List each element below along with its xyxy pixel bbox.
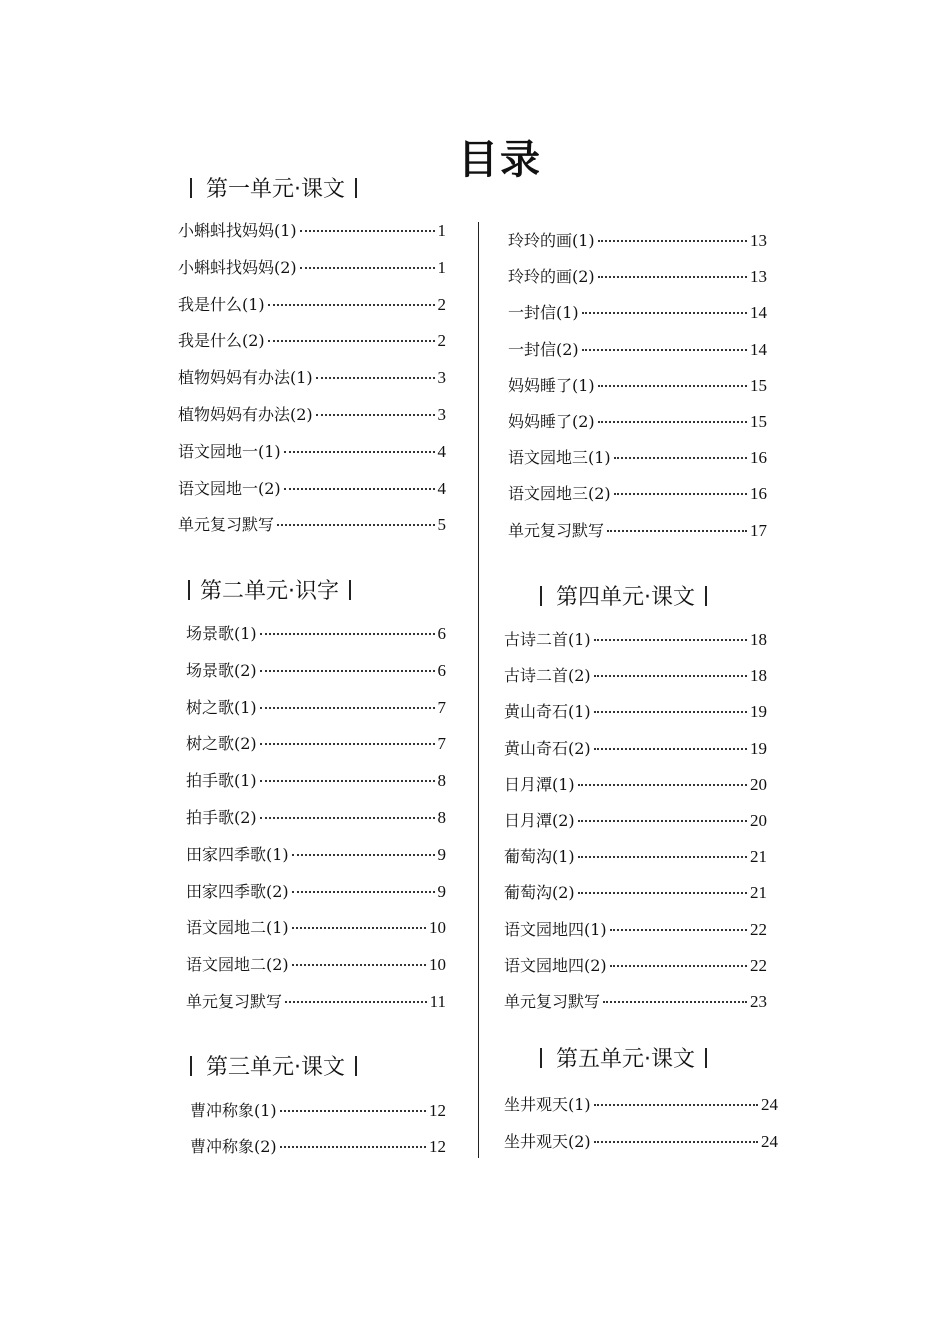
header-bar-right (355, 178, 357, 198)
toc-entry (504, 663, 767, 686)
toc-entry (504, 699, 767, 722)
header-bar-right (705, 586, 707, 606)
dot-leader (285, 1001, 427, 1003)
section-header-unit-2: 第二单元·识字 (178, 574, 361, 605)
entry-title: 黄山奇石(1) (504, 702, 591, 722)
dot-leader (280, 1146, 426, 1148)
header-bar-left (540, 1048, 546, 1068)
dot-leader (594, 639, 747, 641)
entry-page: 22 (750, 919, 767, 939)
entry-page: 9 (437, 844, 446, 864)
entry-page: 12 (429, 1101, 446, 1120)
dot-leader (292, 891, 435, 893)
entry-title: 我是什么(2) (178, 331, 265, 351)
entry-page: 7 (437, 697, 446, 717)
entry-page: 20 (750, 811, 767, 830)
dot-leader (614, 493, 747, 495)
toc-entry (508, 337, 767, 360)
toc-entry (508, 445, 767, 468)
entry-title: 玲玲的画(2) (508, 267, 595, 287)
entry-title: 一封信(1) (508, 303, 579, 323)
toc-entry (186, 658, 446, 681)
entry-page: 8 (437, 771, 446, 791)
entry-title: 小蝌蚪找妈妈(2) (178, 257, 297, 277)
entry-title: 语文园地四(1) (504, 919, 607, 939)
toc-entry (186, 989, 446, 1012)
dot-leader (578, 784, 747, 786)
entry-page: 24 (761, 1095, 778, 1114)
toc-entry (186, 842, 446, 865)
entry-title: 葡萄沟(2) (504, 883, 575, 903)
dot-leader (300, 230, 435, 232)
entry-page: 2 (437, 294, 446, 314)
toc-entry (504, 917, 767, 940)
entry-page: 10 (429, 918, 446, 938)
toc-entry (178, 218, 446, 241)
toc-entry (186, 621, 446, 644)
toc-entry (178, 476, 446, 499)
toc-entry (504, 953, 767, 976)
dot-leader (284, 488, 435, 490)
entry-title: 拍手歌(2) (186, 808, 257, 827)
toc-entry (504, 880, 767, 903)
dot-leader (607, 530, 747, 532)
dot-leader (300, 267, 435, 269)
dot-leader (268, 340, 435, 342)
toc-entry (508, 300, 767, 323)
toc-entry (178, 292, 446, 315)
entry-page: 5 (437, 515, 446, 535)
toc-entry (504, 844, 767, 867)
entry-page: 4 (437, 441, 446, 461)
dot-leader (316, 377, 435, 379)
entry-title: 日月潭(1) (504, 774, 575, 794)
toc-entry (186, 879, 446, 902)
toc-entry (504, 627, 767, 650)
entry-page: 3 (437, 368, 446, 388)
entry-page: 1 (437, 221, 446, 240)
dot-leader (598, 240, 747, 242)
entry-title: 曹冲称象(1) (190, 1101, 277, 1120)
entry-page: 2 (437, 331, 446, 351)
entry-title: 植物妈妈有办法(1) (178, 368, 313, 388)
dot-leader (260, 633, 435, 635)
dot-leader (260, 817, 435, 819)
entry-page: 21 (750, 883, 767, 903)
entry-title: 场景歌(1) (186, 624, 257, 643)
entry-page: 8 (437, 808, 446, 827)
dot-leader (594, 711, 747, 713)
dot-leader (610, 929, 747, 931)
dot-leader (292, 964, 426, 966)
toc-entry (186, 805, 446, 828)
dot-leader (614, 457, 747, 459)
dot-leader (582, 349, 747, 351)
dot-leader (598, 385, 747, 387)
dot-leader (260, 670, 435, 672)
header-bar-left (190, 178, 196, 198)
dot-leader (610, 965, 747, 967)
toc-entry (504, 808, 767, 831)
toc-entry (508, 518, 767, 541)
entry-title: 玲玲的画(1) (508, 231, 595, 250)
toc-entry (178, 402, 446, 425)
entry-page: 13 (750, 231, 767, 250)
entry-title: 植物妈妈有办法(2) (178, 405, 313, 424)
toc-entry (504, 1092, 778, 1115)
entry-page: 19 (750, 702, 767, 722)
dot-leader (582, 312, 747, 314)
entry-page: 23 (750, 992, 767, 1011)
toc-entry (190, 1098, 446, 1121)
entry-title: 语文园地一(2) (178, 478, 281, 498)
entry-title: 曹冲称象(2) (190, 1137, 277, 1156)
toc-entry (508, 481, 767, 504)
dot-leader (260, 743, 435, 745)
toc-entry (178, 512, 446, 535)
entry-page: 10 (429, 955, 446, 975)
entry-title: 语文园地一(1) (178, 441, 281, 461)
entry-title: 小蝌蚪找妈妈(1) (178, 221, 297, 240)
dot-leader (277, 524, 434, 526)
entry-title: 田家四季歌(2) (186, 881, 289, 901)
header-bar-right (705, 1048, 711, 1068)
toc-entry (186, 695, 446, 718)
toc-entry (186, 731, 446, 754)
toc-entry (504, 989, 767, 1012)
entry-page: 15 (750, 375, 767, 395)
entry-title: 语文园地二(2) (186, 955, 289, 975)
entry-page: 9 (437, 881, 446, 901)
entry-title: 语文园地三(2) (508, 484, 611, 504)
toc-entry (186, 952, 446, 975)
dot-leader (603, 1001, 747, 1003)
header-bar-left (540, 586, 546, 606)
header-bar-left (188, 580, 190, 600)
dot-leader (594, 675, 747, 677)
toc-entry (504, 772, 767, 795)
entry-page: 18 (750, 666, 767, 686)
toc-entry (190, 1134, 446, 1157)
entry-title: 树之歌(2) (186, 734, 257, 754)
entry-page: 14 (750, 339, 767, 359)
section-header-unit-4: 第四单元·课文 (530, 580, 717, 611)
entry-title: 坐井观天(1) (504, 1095, 591, 1114)
entry-title: 古诗二首(1) (504, 630, 591, 649)
entry-title: 古诗二首(2) (504, 666, 591, 686)
entry-page: 19 (750, 738, 767, 758)
dot-leader (260, 707, 435, 709)
entry-page: 15 (750, 412, 767, 431)
dot-leader (292, 927, 426, 929)
section-header-unit-1: 第一单元·课文 (180, 172, 367, 203)
dot-leader (260, 780, 435, 782)
entry-title: 单元复习默写 (178, 515, 275, 535)
dot-leader (284, 451, 435, 453)
toc-entry (508, 228, 767, 251)
entry-title: 一封信(2) (508, 339, 579, 359)
entry-page: 6 (437, 624, 446, 643)
dot-leader (578, 820, 747, 822)
entry-page: 22 (750, 955, 767, 975)
toc-entry (178, 328, 446, 351)
toc-entry (508, 409, 767, 432)
dot-leader (268, 304, 435, 306)
entry-page: 20 (750, 774, 767, 794)
entry-title: 日月潭(2) (504, 811, 575, 830)
dot-leader (280, 1110, 426, 1112)
toc-entry (504, 736, 767, 759)
toc-entry (186, 768, 446, 791)
header-bar-right (349, 580, 351, 600)
dot-leader (578, 856, 747, 858)
entry-title: 单元复习默写 (504, 992, 601, 1011)
entry-page: 17 (750, 520, 767, 540)
entry-page: 16 (750, 484, 767, 504)
dot-leader (594, 1141, 758, 1143)
toc-entry (178, 255, 446, 278)
entry-page: 12 (429, 1137, 446, 1156)
entry-title: 妈妈睡了(2) (508, 412, 595, 431)
header-bar-left (190, 1056, 196, 1076)
header-bar-right (355, 1056, 357, 1076)
dot-leader (292, 854, 435, 856)
dot-leader (594, 1104, 758, 1106)
dot-leader (598, 421, 747, 423)
toc-entry (504, 1129, 778, 1152)
toc-entry (178, 365, 446, 388)
entry-page: 7 (437, 734, 446, 754)
entry-title: 葡萄沟(1) (504, 847, 575, 867)
dot-leader (578, 892, 747, 894)
toc-entry (508, 264, 767, 287)
entry-page: 3 (437, 405, 446, 424)
toc-entry (186, 915, 446, 938)
entry-page: 1 (437, 257, 446, 277)
entry-page: 14 (750, 303, 767, 323)
toc-entry (178, 439, 446, 462)
toc-entry (508, 373, 767, 396)
entry-page: 4 (437, 478, 446, 498)
entry-title: 妈妈睡了(1) (508, 375, 595, 395)
section-header-unit-5: 第五单元·课文 (530, 1042, 721, 1073)
entry-title: 语文园地四(2) (504, 955, 607, 975)
entry-title: 单元复习默写 (186, 992, 283, 1011)
entry-page: 21 (750, 847, 767, 867)
page-title: 目录 (458, 137, 542, 183)
entry-page: 11 (429, 992, 446, 1011)
dot-leader (316, 414, 435, 416)
dot-leader (594, 748, 747, 750)
entry-title: 语文园地三(1) (508, 448, 611, 468)
entry-title: 田家四季歌(1) (186, 844, 289, 864)
entry-title: 拍手歌(1) (186, 771, 257, 791)
entry-title: 树之歌(1) (186, 697, 257, 717)
entry-title: 场景歌(2) (186, 660, 257, 680)
entry-page: 18 (750, 630, 767, 649)
entry-page: 13 (750, 267, 767, 287)
entry-title: 黄山奇石(2) (504, 738, 591, 758)
entry-title: 单元复习默写 (508, 520, 605, 540)
entry-page: 16 (750, 448, 767, 468)
section-header-unit-3: 第三单元·课文 (180, 1050, 367, 1081)
entry-title: 语文园地二(1) (186, 918, 289, 938)
entry-title: 坐井观天(2) (504, 1132, 591, 1151)
entry-page: 6 (437, 660, 446, 680)
entry-page: 24 (761, 1132, 778, 1151)
column-divider (478, 222, 479, 1158)
dot-leader (598, 276, 747, 278)
entry-title: 我是什么(1) (178, 294, 265, 314)
